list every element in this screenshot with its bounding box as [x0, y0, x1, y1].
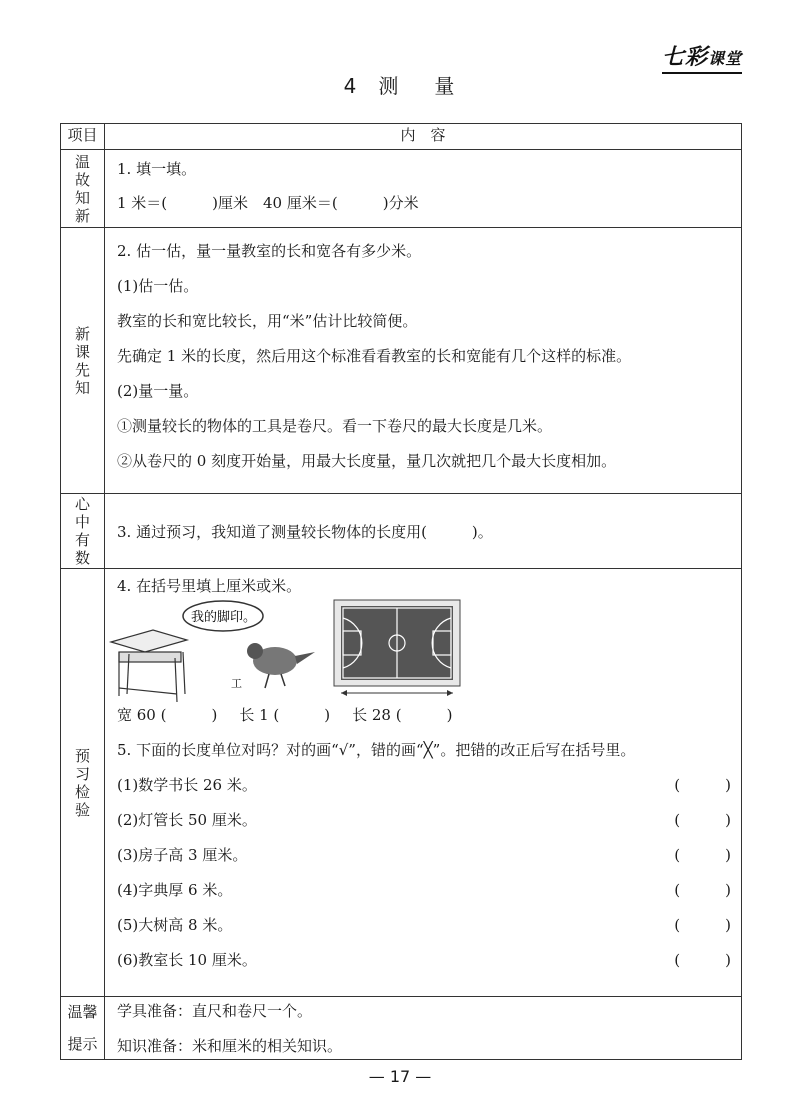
- judge-item: (1)数学书长 26 米。 ( ): [117, 776, 731, 794]
- label-tips: 温馨 提示: [61, 997, 105, 1060]
- speech-text: 我的脚印。: [191, 610, 257, 625]
- pictures: [105, 596, 725, 704]
- review-content: 1. 填一填。 1 米＝( )厘米 40 厘米＝( )分米: [105, 150, 742, 228]
- tips-content: 学具准备：直尺和卷尺一个。 知识准备：米和厘米的相关知识。: [105, 997, 742, 1060]
- label-new-lesson: 新课先知: [61, 228, 105, 494]
- judge-item: (3)房子高 3 厘米。 ( ): [117, 846, 731, 864]
- bird-picture: [247, 643, 315, 688]
- judge-item: (5)大树高 8 米。 ( ): [117, 916, 731, 934]
- label-preview: 预习检验: [61, 569, 105, 997]
- desk-picture: [111, 630, 187, 702]
- label-review: 温故知新: [61, 150, 105, 228]
- header-item: 项目: [61, 124, 105, 150]
- picture-row: [105, 596, 741, 704]
- mind-content: 3. 通过预习，我知道了测量较长物体的长度用( )。: [105, 494, 742, 569]
- page-number: — 17 —: [368, 1067, 432, 1086]
- header-content: 内 容: [105, 124, 742, 150]
- judge-item: (6)教室长 10 厘米。 ( ): [117, 951, 731, 969]
- page-title: 4 测 量: [343, 74, 457, 98]
- judge-item: (2)灯管长 50 厘米。 ( ): [117, 811, 731, 829]
- label-mind: 心中有数: [61, 494, 105, 569]
- lesson-table: [60, 123, 742, 1060]
- foot-mark: 工: [231, 677, 242, 690]
- judge-item: (4)字典厚 6 米。 ( ): [117, 881, 731, 899]
- new-lesson-content: 2. 估一估，量一量教室的长和宽各有多少米。 (1)估一估。 教室的长和宽比较长，用“米”估计比较简便。 先确定 1 米的长度，然后用这个标准看看教室的长和宽能有几个这样的标准。 (2)量一量。 ①测量较长的物体的工具是卷尺。看一下卷尺的最大长度是几米。 ②从卷尺的 0 刻度开始量，用最大长度量，量几次就把几个最大长度相加。: [105, 228, 742, 494]
- preview-content: 4. 在括号里填上厘米或米。 我的脚印。 工 宽 60 ( ) 长 1 ( ) 长 28 ( ) 5. 下面的长度单位对吗？对的画“√”，错的画“╳”。把错的改正后写在括号里。 (1)数学书长 26 米。 ( ) (2)灯管长 50 厘米。 ( ) (3)房子高 3 厘米。 ( ) (4)字典厚 6 米。 ( ) (5)大树高 8 米。 ( ) (6)教室长 10 厘米。 ( ): [105, 569, 742, 997]
- court-picture: [334, 600, 460, 696]
- answer-row: 宽 60 ( ) 长 1 ( ) 长 28 ( ): [117, 706, 453, 724]
- brand-logo: 七彩课堂: [662, 40, 742, 74]
